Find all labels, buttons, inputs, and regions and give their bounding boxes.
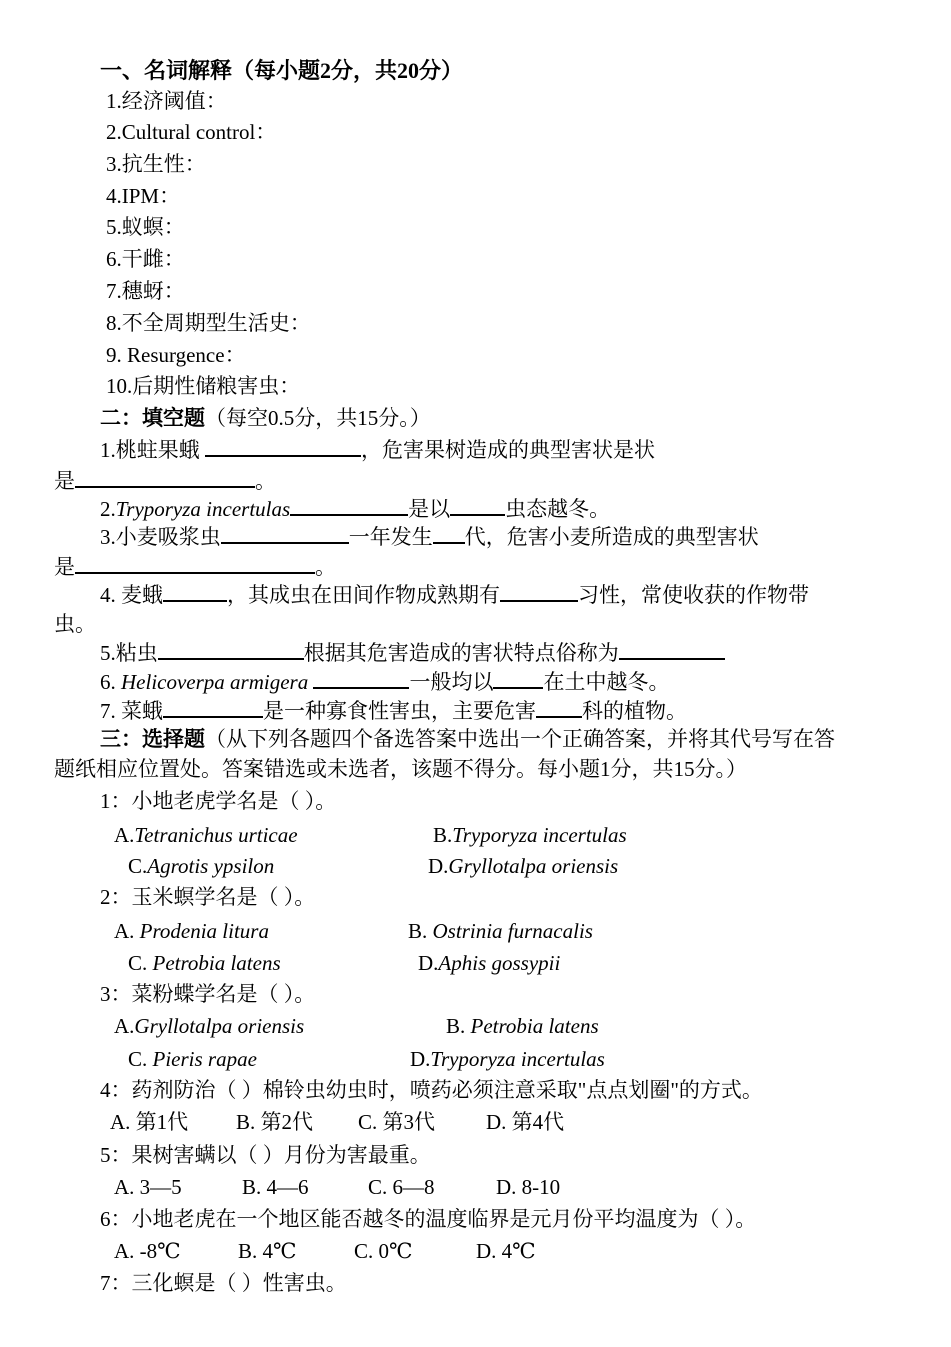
scientific-name: Petrobia latens: [470, 1014, 599, 1038]
fill-q1-text: ，危害果树造成的典型害状是状: [361, 438, 655, 462]
scientific-name: Tryporyza incertulas: [452, 823, 627, 847]
answer-blank[interactable]: [75, 466, 255, 488]
scientific-name: Prodenia litura: [139, 919, 269, 943]
section3-note: （从下列各题四个备选答案中选出一个正确答案，并将其代号写在答: [205, 727, 835, 751]
choice-question: 4：药剂防治（ ）棉铃虫幼虫时，喷药必须注意采取"点点划圈"的方式。: [100, 1078, 763, 1102]
fill-q3-text: 一年发生: [348, 525, 433, 549]
option-c[interactable]: C. 第3代: [358, 1110, 436, 1134]
fill-q5-text: 5.粘虫: [100, 641, 158, 665]
option-c[interactable]: [128, 949, 281, 977]
fill-q3-cont: [54, 552, 336, 581]
fill-q6: [100, 667, 669, 696]
option-a[interactable]: [114, 821, 298, 849]
term-item: 3.抗生性：: [106, 152, 206, 176]
option-label: A.: [114, 919, 140, 943]
option-c[interactable]: [128, 1045, 257, 1073]
answer-blank[interactable]: [450, 494, 505, 516]
option-a[interactable]: A. 3—5: [114, 1175, 182, 1199]
choice-question: 3：菜粉蝶学名是（ ）。: [100, 982, 316, 1006]
choice-question: 1：小地老虎学名是（ ）。: [100, 789, 337, 813]
fill-q4-text: 习性，常使收获的作物带: [578, 583, 809, 607]
section3-heading-line: [100, 725, 835, 753]
option-label: B.: [433, 823, 453, 847]
scientific-name: Ostrinia furnacalis: [432, 919, 593, 943]
term-item: 10.后期性储粮害虫：: [106, 374, 301, 398]
option-b[interactable]: B. 第2代: [236, 1110, 314, 1134]
scientific-name: Tryporyza incertulas: [115, 497, 291, 521]
option-c[interactable]: C. 6—8: [368, 1175, 435, 1199]
answer-blank[interactable]: [163, 580, 227, 602]
option-label: B.: [446, 1014, 471, 1038]
option-d[interactable]: D. 第4代: [486, 1110, 565, 1134]
fill-q2-text: 2.: [100, 497, 116, 521]
fill-q4: [100, 580, 809, 609]
section3-note-cont: 题纸相应位置处。答案错选或未选者，该题不得分。每小题1分，共15分。）: [54, 757, 747, 781]
scientific-name: Agrotis ypsilon: [147, 854, 275, 878]
term-item: 9. Resurgence：: [106, 343, 246, 367]
choice-question: 2：玉米螟学名是（ ）。: [100, 885, 316, 909]
scientific-name: Gryllotalpa oriensis: [134, 1014, 305, 1038]
fill-q5-text: 根据其危害造成的害状特点俗称为: [303, 641, 619, 665]
choice-question: 6：小地老虎在一个地区能否越冬的温度临界是元月份平均温度为（ ）。: [100, 1207, 757, 1231]
answer-blank[interactable]: [290, 494, 408, 516]
option-d[interactable]: D. 8-10: [496, 1175, 561, 1199]
fill-q1-text: 是: [54, 469, 75, 493]
option-label: D.: [418, 951, 439, 975]
answer-blank[interactable]: [500, 580, 578, 602]
option-b[interactable]: [446, 1012, 599, 1040]
option-label: D.: [410, 1047, 431, 1071]
fill-q3-text: 是: [54, 555, 75, 579]
option-b[interactable]: B. 4—6: [242, 1175, 309, 1199]
option-d[interactable]: [418, 949, 560, 977]
fill-q1-cont: [54, 466, 276, 495]
fill-q1-text: 1.桃蛀果蛾: [100, 438, 200, 462]
term-item: 6.干雌：: [106, 247, 185, 271]
fill-q3-text: 代，危害小麦所造成的典型害状: [464, 525, 759, 549]
term-item: 1.经济阈值：: [106, 89, 227, 113]
answer-blank[interactable]: [75, 552, 315, 574]
scientific-name: Petrobia latens: [152, 951, 281, 975]
answer-blank[interactable]: [619, 638, 725, 660]
option-b[interactable]: B. 4℃: [238, 1239, 297, 1263]
option-d[interactable]: [428, 852, 618, 880]
term-item: 2.Cultural control：: [106, 120, 277, 144]
answer-blank[interactable]: [163, 696, 263, 718]
answer-blank[interactable]: [205, 435, 361, 457]
option-label: A.: [114, 823, 135, 847]
option-a[interactable]: A. 第1代: [110, 1110, 189, 1134]
option-c[interactable]: C. 0℃: [354, 1239, 413, 1263]
section2-note: （每空0.5分，共15分。）: [205, 406, 431, 430]
answer-blank[interactable]: [433, 522, 465, 544]
option-label: C.: [128, 951, 153, 975]
scientific-name: Pieris rapae: [152, 1047, 257, 1071]
answer-blank[interactable]: [536, 696, 582, 718]
option-a[interactable]: [114, 917, 269, 945]
section1-heading: 一、名词解释（每小题2分，共20分）: [100, 58, 464, 83]
scientific-name: Tetranichus urticae: [134, 823, 298, 847]
section2-heading-line: [100, 404, 431, 432]
option-label: A.: [114, 1014, 135, 1038]
option-a[interactable]: A. -8℃: [114, 1239, 181, 1263]
fill-q2-text: 是以: [408, 497, 451, 521]
fill-q7-text: 7. 菜蛾: [100, 699, 163, 723]
section3-heading: 三：选择题: [100, 727, 205, 751]
term-item: 4.IPM：: [106, 184, 181, 208]
fill-q7: [100, 696, 687, 725]
scientific-name: Tryporyza incertulas: [430, 1047, 605, 1071]
fill-q3-text: 。: [315, 555, 336, 579]
option-d[interactable]: D. 4℃: [476, 1239, 536, 1263]
answer-blank[interactable]: [158, 638, 304, 660]
answer-blank[interactable]: [313, 667, 409, 689]
answer-blank[interactable]: [221, 522, 349, 544]
option-label: C.: [128, 1047, 153, 1071]
option-b[interactable]: [408, 917, 593, 945]
answer-blank[interactable]: [493, 667, 543, 689]
option-c[interactable]: [128, 852, 274, 880]
fill-q6-text: 6.: [100, 670, 121, 694]
option-label: C.: [128, 854, 148, 878]
scientific-name: Gryllotalpa oriensis: [448, 854, 619, 878]
fill-q4-text: 4. 麦蛾: [100, 583, 163, 607]
fill-q1-text: 。: [255, 469, 276, 493]
fill-q6-text: 一般均以: [409, 670, 494, 694]
fill-q2-text: 虫态越冬。: [505, 497, 611, 521]
option-a[interactable]: [114, 1012, 304, 1040]
option-label: D.: [428, 854, 449, 878]
option-d[interactable]: [410, 1045, 605, 1073]
term-item: 5.蚁螟：: [106, 215, 185, 239]
fill-q6-text: 在土中越冬。: [543, 670, 670, 694]
fill-q2: [100, 494, 610, 523]
fill-q7-text: 科的植物。: [582, 699, 687, 723]
term-item: 7.穗蚜：: [106, 279, 185, 303]
choice-question: 7：三化螟是（ ）性害虫。: [100, 1271, 347, 1295]
section2-heading: 二：填空题: [100, 406, 205, 430]
fill-q3-text: 3.小麦吸浆虫: [100, 525, 221, 549]
choice-question: 5：果树害螨以（ ）月份为害最重。: [100, 1143, 431, 1167]
option-b[interactable]: [433, 821, 627, 849]
fill-q3: [100, 522, 759, 551]
fill-q4-text: ，其成虫在田间作物成熟期有: [227, 583, 500, 607]
scientific-name: Aphis gossypii: [438, 951, 561, 975]
fill-q1: [100, 435, 655, 464]
fill-q5: [100, 638, 725, 667]
fill-q4-cont: 虫。: [54, 612, 96, 636]
option-label: B.: [408, 919, 433, 943]
term-item: 8.不全周期型生活史：: [106, 311, 311, 335]
scientific-name: Helicoverpa armigera: [121, 670, 309, 694]
fill-q7-text: 是一种寡食性害虫，主要危害: [263, 699, 536, 723]
